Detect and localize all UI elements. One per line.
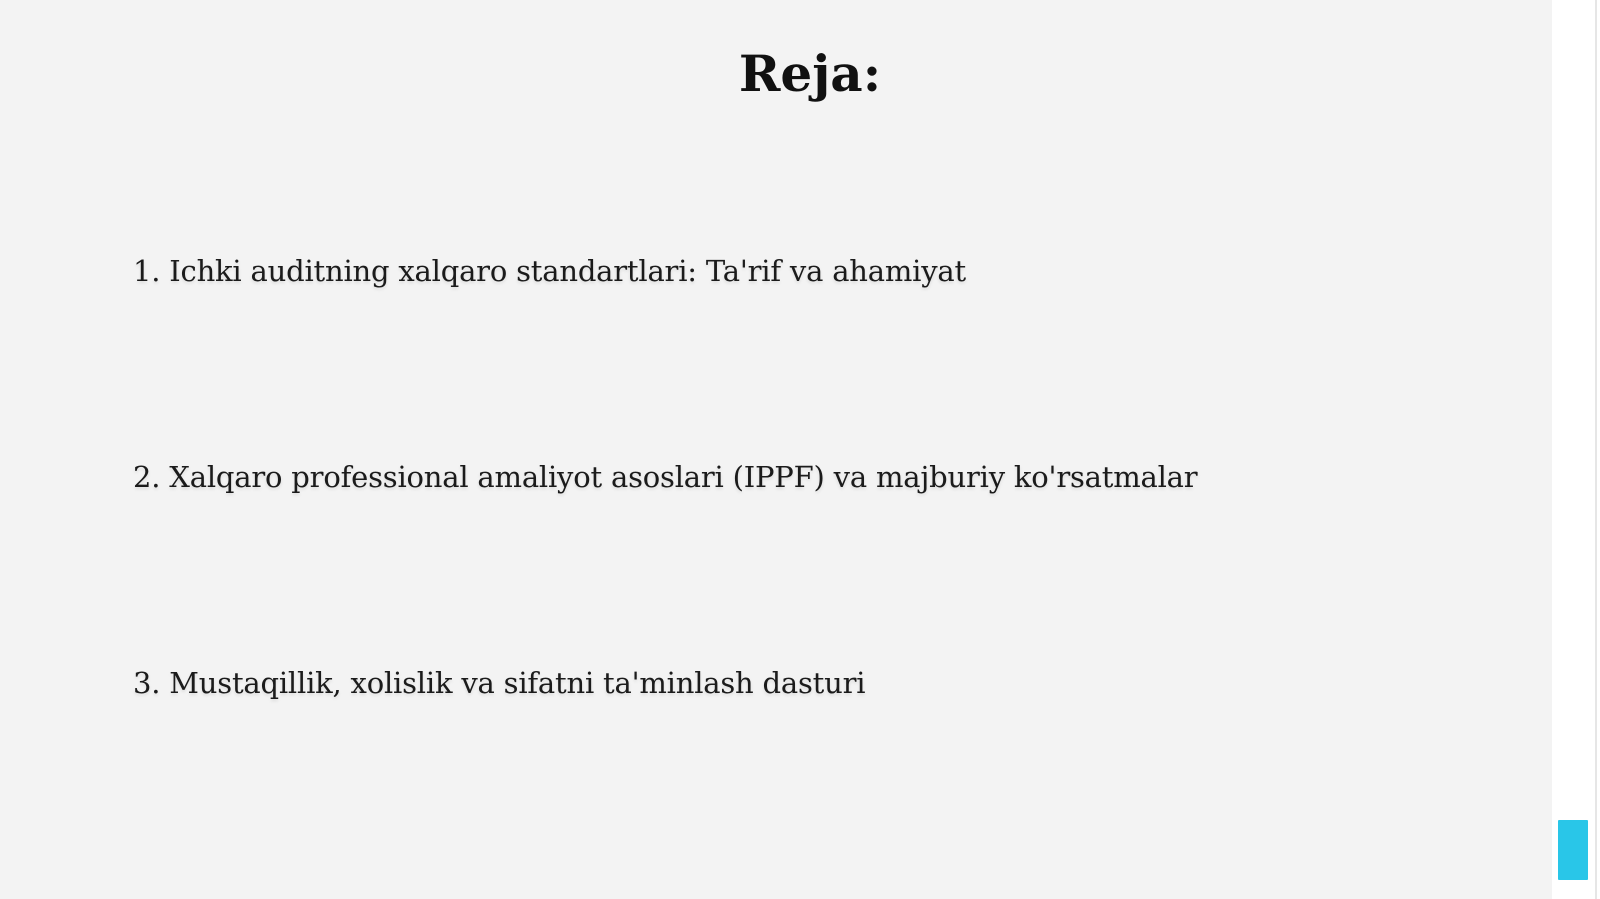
scroll-area[interactable] [1552,0,1600,899]
slide-title: Reja: [738,44,882,103]
plan-item-2: 2. Xalqaro professional amaliyot asoslari (IPPF) va majburiy ko'rsatmalar [133,460,1198,494]
plan-item-1: 1. Ichki auditning xalqaro standartlari: Ta'rif va ahamiyat [133,254,966,288]
plan-item-3: 3. Mustaqillik, xolislik va sifatni ta'minlash dasturi [133,666,866,700]
scrollbar-track[interactable] [1595,0,1597,899]
scrollbar-thumb[interactable] [1558,820,1588,880]
